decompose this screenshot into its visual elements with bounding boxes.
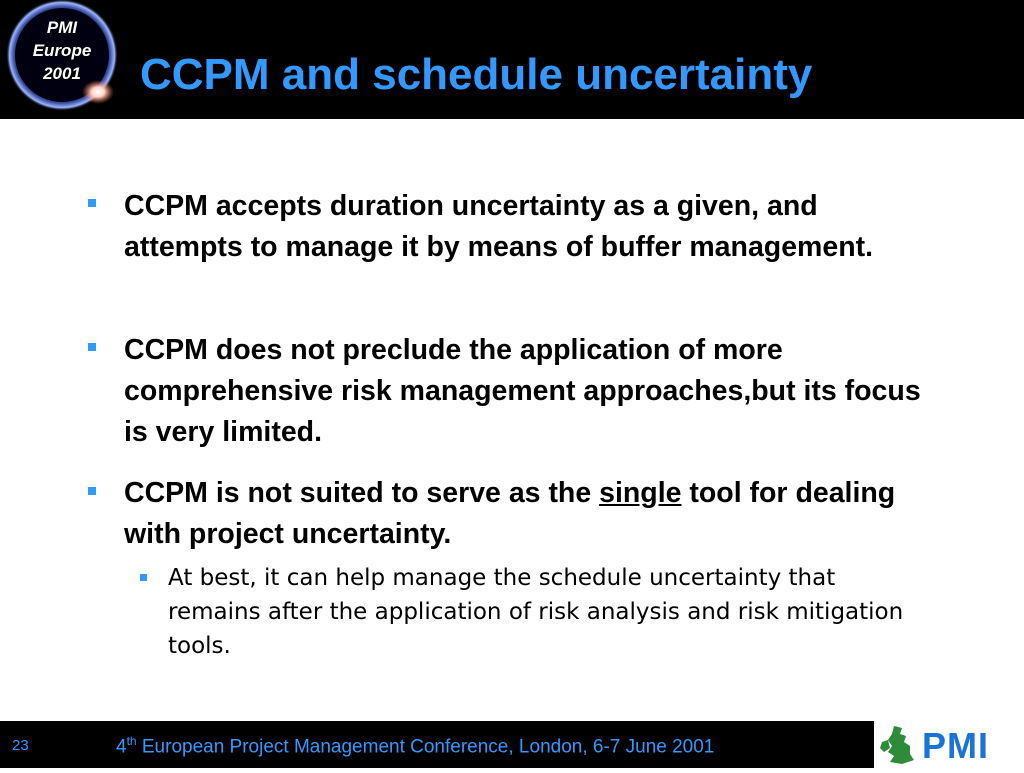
bullet-item-3 (124, 473, 944, 555)
uk-map-icon (880, 726, 914, 764)
bullet-square-icon (88, 343, 96, 351)
pmi-logo (880, 722, 1024, 768)
conference-ordinal: 4 (116, 736, 127, 758)
sub-bullet-square-icon (140, 574, 147, 581)
logo-text-pmi: PMI (46, 18, 78, 37)
sub-bullet-item: At best, it can help manage the schedule uncertainty that remains after the application of risk analysis and risk mitigation tools. (168, 565, 904, 659)
conference-info (116, 734, 714, 758)
bullet-square-icon (88, 199, 96, 207)
slide-header (0, 0, 1024, 119)
slide-title: CCPM and schedule uncertainty (140, 50, 813, 99)
conference-name: European Project Management Conference, London, 6-7 June 2001 (136, 736, 715, 758)
pmi-logo-text: PMI (922, 725, 990, 766)
bullet-item-3-underlined: single (599, 477, 682, 509)
bullet-item-3-before: CCPM is not suited to serve as the (124, 477, 600, 509)
bullet-square-icon (88, 487, 96, 495)
bullet-item-1: CCPM accepts duration uncertainty as a given, and attempts to manage it by means of buffer management. (124, 190, 874, 263)
logo-text-year: 2001 (43, 64, 81, 83)
slide-footer (0, 721, 874, 768)
pmi-europe-logo (0, 0, 128, 119)
bullet-item-3-after: tool for dealing with project uncertainty. (124, 477, 896, 550)
bullet-item-2: CCPM does not preclude the application of more comprehensive risk management approaches,but its focus is very limited. (124, 334, 921, 448)
conference-ordinal-suffix: th (126, 734, 137, 748)
logo-text-europe: Europe (32, 41, 92, 60)
page-number: 23 (12, 737, 29, 754)
